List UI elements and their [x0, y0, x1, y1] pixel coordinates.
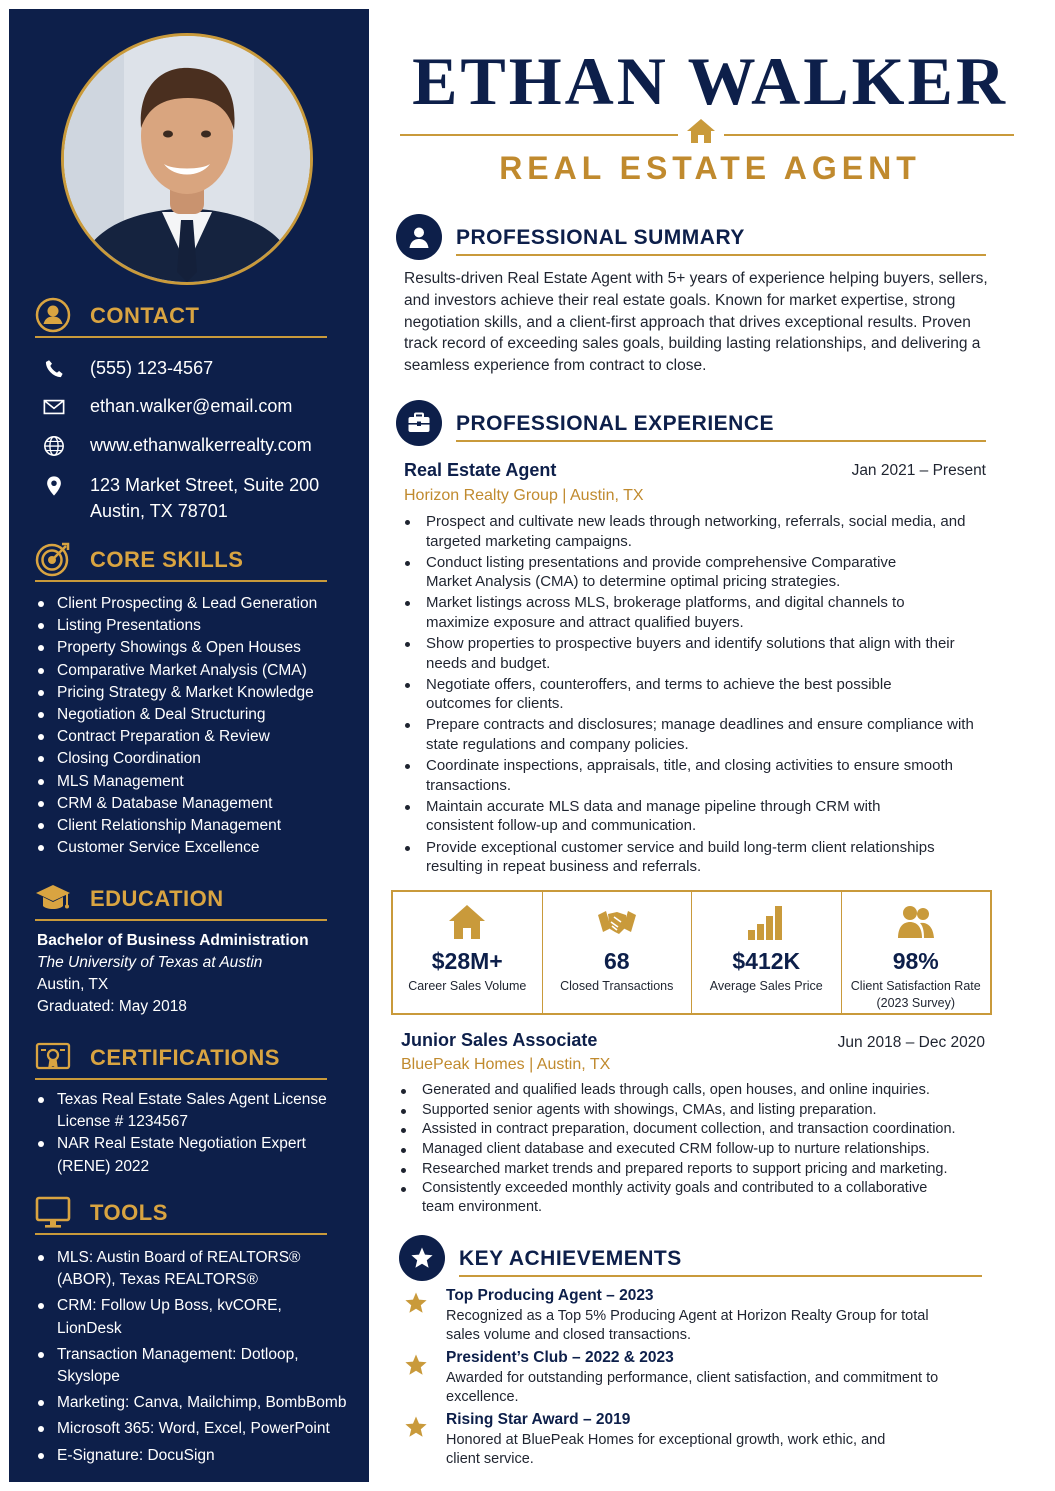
- divider: [459, 1275, 982, 1277]
- job-company: Horizon Realty Group | Austin, TX: [404, 487, 644, 504]
- tools-section-header: [35, 1192, 327, 1232]
- skills-list: [37, 593, 347, 859]
- list-item: Negotiation & Deal Structuring: [37, 704, 347, 726]
- location-pin-icon: [43, 475, 65, 497]
- list-item: Listing Presentations: [37, 615, 347, 637]
- stat-label: [846, 978, 987, 1012]
- contact-title: CONTACT: [90, 303, 200, 328]
- list-item: Assisted in contract preparation, document collection, and transaction coordination.: [400, 1120, 990, 1139]
- list-item: Pricing Strategy & Market Knowledge: [37, 682, 347, 704]
- list-item: Supported senior agents with showings, CMAs, and listing preparation.: [400, 1101, 990, 1120]
- list-item: Consistently exceeded monthly activity goals and contributed to a collaborative team environment.: [400, 1179, 945, 1217]
- education-title: EDUCATION: [90, 886, 224, 911]
- education-entry: [37, 930, 347, 1018]
- bar-chart-icon: [746, 902, 786, 942]
- job-dates: Jan 2021 – Present: [851, 462, 986, 479]
- user-icon: [407, 225, 431, 249]
- stat-value: $28M+: [431, 948, 503, 974]
- phone-text[interactable]: (555) 123-4567: [90, 358, 214, 378]
- achievement-desc: Recognized as a Top 5% Producing Agent at Horizon Realty Group for total sales volume and closed transactions.: [446, 1308, 929, 1343]
- stat-label-text: Client Satisfaction Rate: [850, 979, 981, 993]
- stat-label: [696, 978, 837, 995]
- job-company: BluePeak Homes | Austin, TX: [401, 1056, 611, 1073]
- star-icon: [404, 1353, 428, 1377]
- achievements-badge: [399, 1235, 445, 1281]
- achievement-title: President’s Club – 2022 & 2023: [446, 1349, 674, 1366]
- achievements-title: KEY ACHIEVEMENTS: [459, 1247, 682, 1270]
- user-circle-icon: [35, 297, 71, 333]
- list-item: Closing Coordination: [37, 748, 347, 770]
- profile-photo: [61, 33, 313, 285]
- divider: [456, 440, 986, 442]
- skills-title: CORE SKILLS: [90, 547, 244, 572]
- stats-panel: [391, 890, 992, 1015]
- list-item: MLS Management: [37, 771, 347, 793]
- main-content: [380, 0, 1055, 1491]
- phone-icon: [43, 358, 65, 380]
- certifications-list: [37, 1089, 347, 1178]
- list-item: Prospect and cultivate new leads through networking, referrals, social media, and targeted marketing campaigns.: [404, 512, 984, 551]
- achievement-title: Rising Star Award – 2019: [446, 1411, 631, 1428]
- list-item: Property Showings & Open Houses: [37, 637, 347, 659]
- summary-text: Results-driven Real Estate Agent with 5+ years of experience helping buyers, sellers, and investors achieve their real estate goals. Known for market expertise, strong negotiation skills, and a client-first approach that drives exceptional results. Proven track record of exceeding sales goals, building lasting relationships, and delivering a seamless experience from contract to close.: [404, 270, 988, 375]
- list-item: MLS: Austin Board of REALTORS® (ABOR), Texas REALTORS®: [37, 1247, 337, 1291]
- stat-client-satisfaction: [842, 892, 991, 1013]
- stat-label-text: Closed Transactions: [560, 979, 674, 993]
- certifications-title: CERTIFICATIONS: [90, 1045, 280, 1070]
- education-location: Austin, TX: [37, 976, 109, 993]
- experience-badge: [396, 400, 442, 446]
- address-line-1: 123 Market Street, Suite 200: [90, 475, 320, 495]
- target-icon: [35, 541, 71, 577]
- tools-title: TOOLS: [90, 1200, 168, 1225]
- list-item: Provide exceptional customer service and build long-term client relationships resulting in repeat business and referrals.: [404, 838, 984, 877]
- address-line-2: Austin, TX 78701: [90, 501, 228, 521]
- list-item: Texas Real Estate Sales Agent License License # 1234567: [37, 1089, 327, 1133]
- star-icon: [404, 1415, 428, 1439]
- stat-value: 68: [603, 948, 630, 974]
- list-item: Show properties to prospective buyers and identify solutions that align with their needs and budget.: [404, 634, 979, 673]
- education-section-header: [35, 878, 327, 918]
- stat-label: [547, 978, 688, 995]
- website-text[interactable]: www.ethanwalkerrealty.com: [90, 435, 312, 455]
- list-item: Coordinate inspections, appraisals, title, and closing activities to ensure smooth transactions.: [404, 756, 964, 795]
- list-item: Microsoft 365: Word, Excel, PowerPoint: [37, 1418, 347, 1440]
- list-item: Maintain accurate MLS data and manage pipeline through CRM with consistent follow-up and communication.: [404, 797, 934, 836]
- stat-sales-volume: [393, 892, 543, 1013]
- job-dates: Jun 2018 – Dec 2020: [837, 1034, 985, 1051]
- summary-title: PROFESSIONAL SUMMARY: [456, 226, 745, 249]
- list-item: Market listings across MLS, brokerage platforms, and digital channels to maximize exposure and attract qualified buyers.: [404, 593, 964, 632]
- list-item: NAR Real Estate Negotiation Expert (RENE) 2022: [37, 1133, 337, 1177]
- star-icon: [410, 1246, 434, 1270]
- stat-value: 98%: [892, 948, 939, 974]
- job-bullets: [404, 512, 984, 878]
- list-item: E-Signature: DocuSign: [37, 1445, 347, 1467]
- title-divider-right: [724, 134, 1014, 136]
- list-item: Client Prospecting & Lead Generation: [37, 593, 347, 615]
- divider: [35, 1233, 327, 1235]
- divider: [35, 1078, 327, 1080]
- job-title: Junior Sales Associate: [401, 1030, 598, 1050]
- job-title: Real Estate Agent: [404, 460, 557, 480]
- list-item: Conduct listing presentations and provide comprehensive Comparative Market Analysis (CMA) to determine optimal pricing strategies.: [404, 553, 944, 592]
- experience-title: PROFESSIONAL EXPERIENCE: [456, 412, 775, 435]
- title-divider-left: [400, 134, 678, 136]
- contact-section-header: [35, 295, 327, 335]
- skills-section-header: [35, 539, 327, 579]
- achievement-title: Top Producing Agent – 2023: [446, 1287, 654, 1304]
- stat-label-text: Career Sales Volume: [408, 979, 527, 993]
- list-item: Researched market trends and prepared reports to support pricing and marketing.: [400, 1160, 990, 1179]
- stat-closed-transactions: [543, 892, 693, 1013]
- list-item: Client Relationship Management: [37, 815, 347, 837]
- divider: [35, 336, 327, 338]
- stat-label: [397, 978, 538, 995]
- achievement-desc: Honored at BluePeak Homes for exceptional growth, work ethic, and client service.: [446, 1432, 886, 1467]
- list-item: Transaction Management: Dotloop, Skyslope: [37, 1344, 347, 1388]
- achievement-desc: Awarded for outstanding performance, client satisfaction, and commitment to excellence.: [446, 1370, 939, 1405]
- star-icon: [404, 1291, 428, 1315]
- graduation-date: Graduated: May 2018: [37, 998, 187, 1015]
- handshake-icon: [597, 902, 637, 942]
- list-item: Generated and qualified leads through calls, open houses, and online inquiries.: [400, 1081, 990, 1100]
- list-item: Marketing: Canva, Mailchimp, BombBomb: [37, 1392, 347, 1414]
- list-item: Comparative Market Analysis (CMA): [37, 660, 347, 682]
- graduation-cap-icon: [35, 880, 71, 916]
- stat-label-text: Average Sales Price: [709, 979, 823, 993]
- summary-badge: [396, 214, 442, 260]
- university: The University of Texas at Austin: [37, 954, 263, 971]
- sidebar: [9, 9, 369, 1482]
- certificate-icon: [35, 1039, 71, 1075]
- tools-list: [37, 1247, 347, 1467]
- summary-section-header: [396, 214, 986, 262]
- envelope-icon: [43, 396, 65, 418]
- divider: [35, 580, 327, 582]
- address-text: [90, 472, 319, 524]
- globe-icon: [43, 435, 65, 457]
- degree: Bachelor of Business Administration: [37, 932, 309, 949]
- list-item: Prepare contracts and disclosures; manage deadlines and ensure compliance with state regulations and company policies.: [404, 715, 984, 754]
- candidate-name: ETHAN WALKER: [412, 43, 1008, 119]
- house-icon: [686, 118, 716, 144]
- divider: [456, 254, 986, 256]
- list-item: Managed client database and executed CRM follow-up to nurture relationships.: [400, 1140, 990, 1159]
- people-icon: [896, 902, 936, 942]
- list-item: Customer Service Excellence: [37, 837, 347, 859]
- divider: [35, 919, 327, 921]
- job-role: REAL ESTATE AGENT: [499, 150, 921, 186]
- list-item: Contract Preparation & Review: [37, 726, 347, 748]
- certifications-section-header: [35, 1037, 327, 1077]
- stat-average-price: [692, 892, 842, 1013]
- experience-section-header: [396, 400, 986, 448]
- list-item: CRM & Database Management: [37, 793, 347, 815]
- achievements-section-header: [399, 1235, 982, 1283]
- list-item: CRM: Follow Up Boss, kvCORE, LionDesk: [37, 1295, 347, 1339]
- list-item: Negotiate offers, counteroffers, and terms to achieve the best possible outcomes for clients.: [404, 675, 944, 714]
- email-text[interactable]: ethan.walker@email.com: [90, 396, 293, 416]
- stat-label-note: (2023 Survey): [876, 996, 955, 1010]
- monitor-icon: [35, 1194, 71, 1230]
- briefcase-icon: [407, 411, 431, 435]
- house-icon: [447, 902, 487, 942]
- job-bullets: [400, 1081, 990, 1218]
- stat-value: $412K: [732, 948, 801, 974]
